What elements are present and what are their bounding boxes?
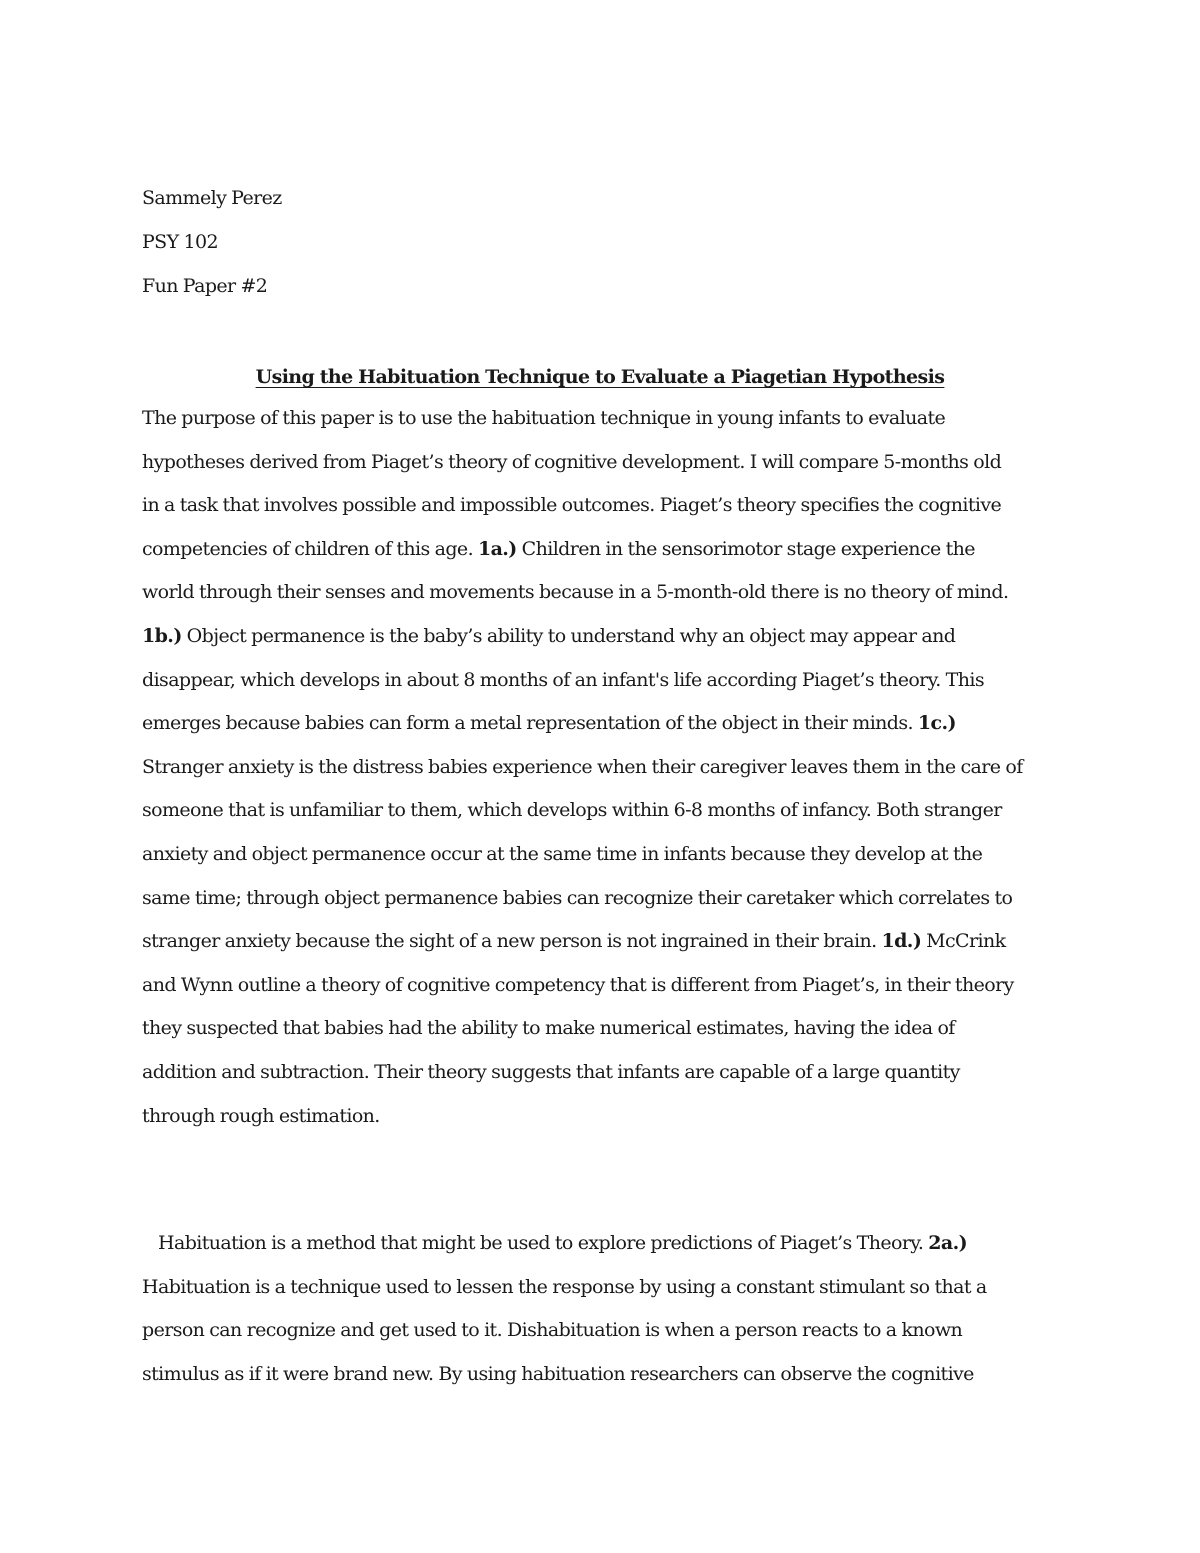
- author-name: Sammely Perez: [142, 187, 282, 209]
- paragraph-line: Stranger anxiety is the distress babies experience when their caregiver leaves them in the care of: [142, 755, 1023, 778]
- paragraph-line: The purpose of this paper is to use the habituation technique in young infants to evaluate: [142, 407, 946, 429]
- paragraph-line: disappear, which develops in about 8 months of an infant's life according Piaget’s theory. This: [142, 668, 984, 691]
- paragraph-line: [142, 920, 1072, 964]
- marker-1c: 1c.): [917, 712, 956, 735]
- paragraph-line: they suspected that babies had the ability to make numerical estimates, having the idea of: [142, 1017, 955, 1040]
- line-text: emerges because babies can form a metal representation of the object in their minds.: [142, 712, 918, 735]
- line-text: Object permanence is the baby’s ability to understand why an object may appear and: [181, 624, 956, 647]
- paragraph-line: person can recognize and get used to it. Dishabituation is when a person reacts to a known: [142, 1319, 963, 1342]
- line-text: competencies of children of this age.: [142, 537, 478, 560]
- marker-1b: 1b.): [142, 624, 182, 647]
- paragraph-line: addition and subtraction. Their theory suggests that infants are capable of a large quantity: [142, 1060, 960, 1083]
- line-text: Habituation is a method that might be used to explore predictions of Piaget’s Theory.: [158, 1232, 929, 1254]
- assignment-name: Fun Paper #2: [142, 275, 268, 297]
- paragraph-line: in a task that involves possible and impossible outcomes. Piaget’s theory specifies the cognitive: [142, 494, 1002, 517]
- course-code: PSY 102: [142, 231, 218, 253]
- marker-1a: 1a.): [477, 537, 517, 560]
- paragraph-line: stimulus as if it were brand new. By using habituation researchers can observe the cognitive: [142, 1362, 974, 1385]
- paragraph-2: [142, 1222, 1072, 1396]
- paragraph-line: same time; through object permanence babies can recognize their caretaker which correlates to: [142, 886, 1013, 909]
- paragraph-line: hypotheses derived from Piaget’s theory of cognitive development. I will compare 5-months old: [142, 450, 1002, 473]
- paper-title: Using the Habituation Technique to Evaluate a Piagetian Hypothesis: [255, 366, 945, 388]
- paragraph-line: [142, 1222, 1072, 1266]
- paragraph-line: through rough estimation.: [142, 1104, 380, 1127]
- paragraph-line: [142, 615, 1072, 659]
- line-text: McCrink: [921, 930, 1006, 953]
- paragraph-line: anxiety and object permanence occur at the same time in infants because they develop at the: [142, 842, 983, 865]
- line-text: stranger anxiety because the sight of a new person is not ingrained in their brain.: [142, 930, 882, 953]
- paragraph-1: [142, 397, 1072, 1138]
- line-text: Children in the sensorimotor stage experience the: [516, 537, 975, 560]
- paragraph-line: [142, 528, 1072, 572]
- paragraph-line: [142, 702, 1072, 746]
- paragraph-line: and Wynn outline a theory of cognitive competency that is different from Piaget’s, in their theory: [142, 973, 1014, 996]
- paragraph-line: someone that is unfamiliar to them, which develops within 6-8 months of infancy. Both stranger: [142, 799, 1002, 822]
- marker-2a: 2a.): [928, 1232, 968, 1254]
- paragraph-line: Habituation is a technique used to lessen the response by using a constant stimulant so that a: [142, 1275, 987, 1298]
- marker-1d: 1d.): [881, 930, 922, 953]
- paragraph-line: world through their senses and movements because in a 5-month-old there is no theory of mind.: [142, 581, 1009, 604]
